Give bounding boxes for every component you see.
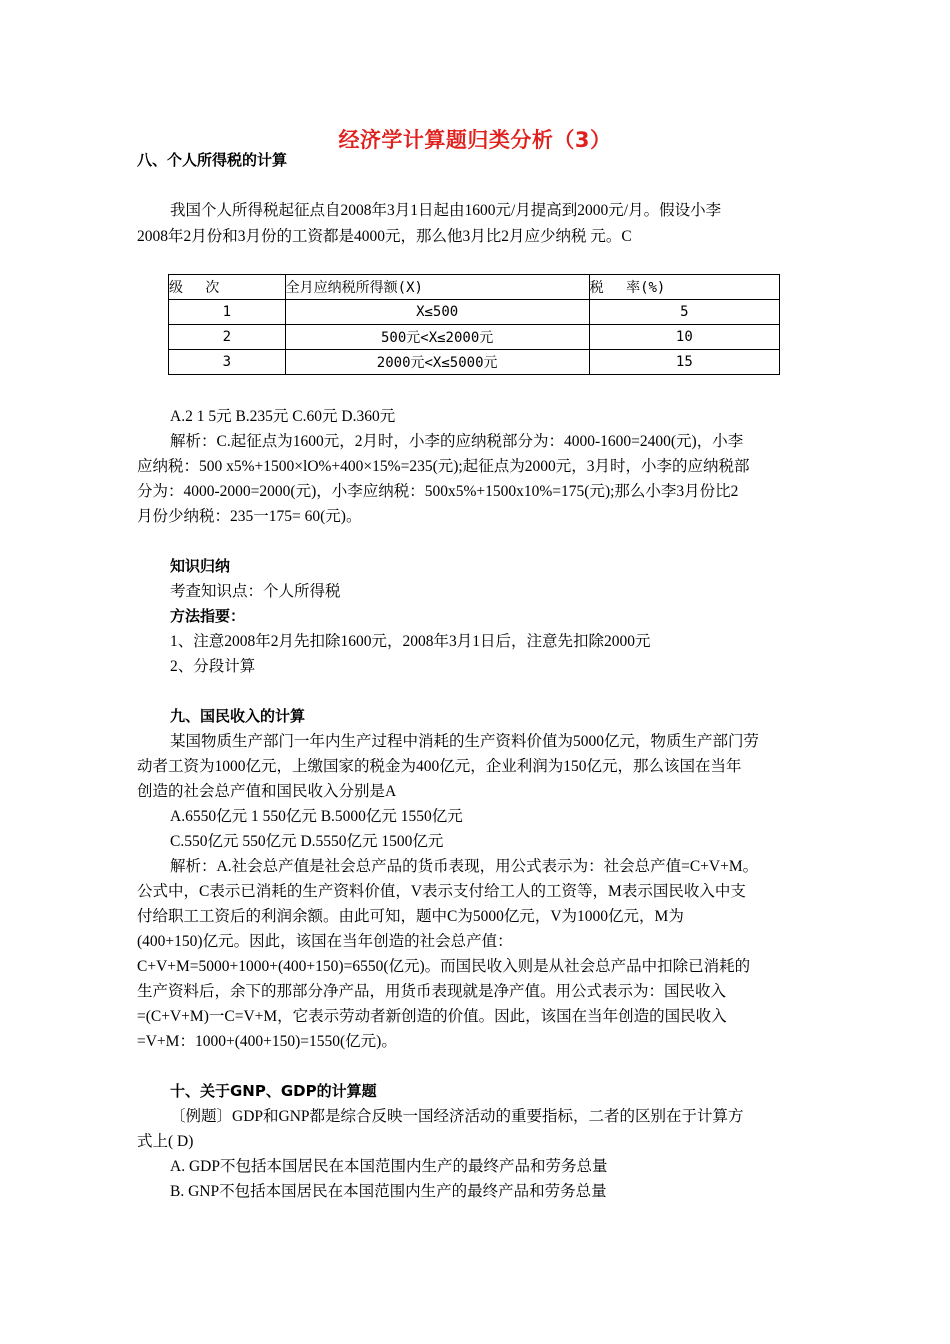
table-cell: 3	[169, 350, 286, 375]
s9-analysis-line-6: 生产资料后，余下的那部分净产品，用货币表现就是净产值。用公式表示为：国民收入	[137, 983, 727, 1000]
s9-analysis-line-5: C+V+M=5000+1000+(400+150)=6550(亿元)。而国民收入则是从社会总产品中扣除已消耗的	[137, 958, 751, 975]
section-8-heading: 八、个人所得税的计算	[137, 151, 288, 169]
table-cell: 15	[589, 350, 779, 375]
table-cell: X≤500	[285, 300, 589, 325]
s9-analysis-line-1: 解析：A.社会总产值是社会总产品的货币表现，用公式表示为：社会总产值=C+V+M。	[170, 858, 759, 875]
s9-question-line-1: 某国物质生产部门一年内生产过程中消耗的生产资料价值为5000亿元，物质生产部门劳	[170, 733, 760, 750]
table-header-level: 级 次	[169, 275, 286, 300]
tax-rate-table	[168, 274, 780, 375]
table-header-row	[169, 275, 780, 300]
s8-options: A.2 1 5元 B.235元 C.60元 D.360元	[170, 408, 396, 425]
table-cell: 2000元<X≤5000元	[285, 350, 589, 375]
table-row	[169, 325, 780, 350]
s9-analysis-line-3: 付给职工工资后的利润余额。由此可知，题中C为5000亿元，V为1000亿元，M为	[137, 908, 684, 925]
s9-question-line-3: 创造的社会总产值和国民收入分别是A	[137, 783, 397, 800]
s8-analysis-line-4: 月份少纳税：235一175= 60(元)。	[137, 508, 362, 525]
table-cell: 10	[589, 325, 779, 350]
s9-analysis-line-2: 公式中，C表示已消耗的生产资料价值，V表示支付给工人的工资等，M表示国民收入中支	[137, 883, 746, 900]
method-item-1: 1、注意2008年2月先扣除1600元，2008年3月1日后，注意先扣除2000元	[170, 633, 651, 650]
s10-question-line-2: 式上( D)	[137, 1133, 194, 1150]
s10-question-line-1: 〔例题〕GDP和GNP都是综合反映一国经济活动的重要指标，二者的区别在于计算方	[170, 1108, 744, 1125]
s9-analysis-line-7: =(C+V+M)一C=V+M，它表示劳动者新创造的价值。因此，该国在当年创造的国民收入	[137, 1008, 727, 1025]
table-cell: 500元<X≤2000元	[285, 325, 589, 350]
knowledge-point: 考查知识点：个人所得税	[170, 583, 341, 600]
s9-options-line-2: C.550亿元 550亿元 D.5550亿元 1500亿元	[170, 833, 444, 850]
s8-analysis-line-1: 解析：C.起征点为1600元，2月时，小李的应纳税部分为：4000-1600=2400(元)，小李	[170, 433, 744, 450]
s9-analysis-line-8: =V+M：1000+(400+150)=1550(亿元)。	[137, 1033, 397, 1050]
s8-analysis-line-2: 应纳税：500 x5%+1500×lO%+400×15%=235(元);起征点为2000元，3月时，小李的应纳税部	[137, 458, 750, 475]
s9-options-line-1: A.6550亿元 1 550亿元 B.5000亿元 1550亿元	[170, 808, 463, 825]
s8-question-line-2: 2008年2月份和3月份的工资都是4000元，那么他3月比2月应少纳税 元。C	[137, 228, 632, 245]
section-10-heading: 十、关于GNP、GDP的计算题	[170, 1082, 377, 1100]
table-cell: 2	[169, 325, 286, 350]
section-9-heading: 九、国民收入的计算	[170, 707, 306, 725]
table-header-income: 全月应纳税所得额(X)	[285, 275, 589, 300]
s10-option-b: B. GNP不包括本国居民在本国范围内生产的最终产品和劳务总量	[170, 1183, 607, 1200]
s9-question-line-2: 动者工资为1000亿元，上缴国家的税金为400亿元，企业利润为150亿元，那么该国在当年	[137, 758, 742, 775]
table-cell: 5	[589, 300, 779, 325]
s8-analysis-line-3: 分为：4000-2000=2000(元)，小李应纳税：500x5%+1500x10%=175(元);那么小李3月份比2	[137, 483, 739, 500]
s10-option-a: A. GDP不包括本国居民在本国范围内生产的最终产品和劳务总量	[170, 1158, 608, 1175]
table-header-rate: 税 率(%)	[589, 275, 779, 300]
s8-question-line-1: 我国个人所得税起征点自2008年3月1日起由1600元/月提高到2000元/月。假设小李	[170, 202, 722, 219]
s9-analysis-line-4: (400+150)亿元。因此，该国在当年创造的社会总产值：	[137, 933, 513, 950]
method-item-2: 2、分段计算	[170, 658, 256, 675]
document-title: 经济学计算题归类分析（3）	[338, 128, 612, 152]
table-row	[169, 300, 780, 325]
table-cell: 1	[169, 300, 286, 325]
table-row	[169, 350, 780, 375]
knowledge-summary-title: 知识归纳	[170, 557, 231, 575]
method-title: 方法指要：	[170, 607, 246, 625]
